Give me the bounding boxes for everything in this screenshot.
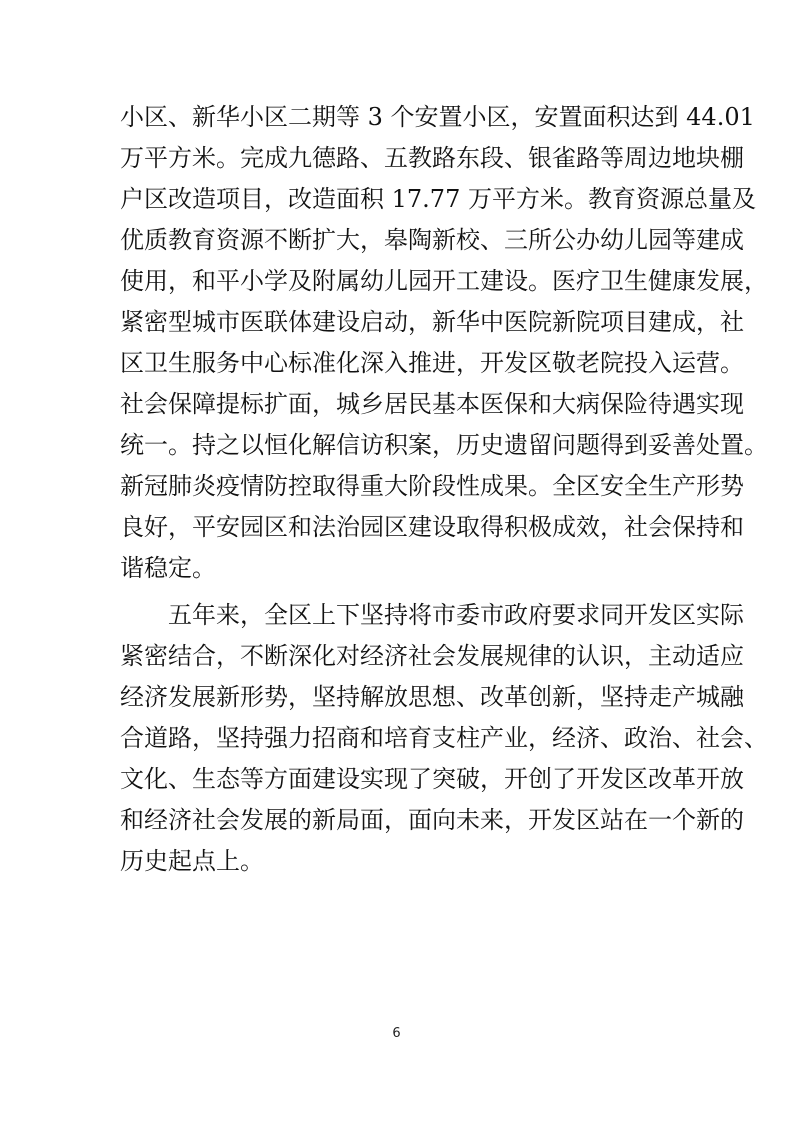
paragraph-line: 谐稳定。 [120, 554, 216, 582]
paragraph-line: 良好，平安园区和法治园区建设取得积极成效，社会保持和 [120, 513, 744, 541]
paragraph-line: 万平方米。完成九德路、五教路东段、银雀路等周边地块棚 [120, 144, 744, 172]
paragraph-line: 区卫生服务中心标准化深入推进，开发区敬老院投入运营。 [120, 349, 744, 377]
paragraph-line: 优质教育资源不断扩大，皋陶新校、三所公办幼儿园等建成 [120, 226, 744, 254]
paragraph-line: 合道路，坚持强力招商和培育支柱产业，经济、政治、社会、 [120, 724, 768, 752]
paragraph-line: 新冠肺炎疫情防控取得重大阶段性成果。全区安全生产形势 [120, 472, 744, 500]
paragraph-line: 户区改造项目，改造面积 17.77 万平方米。教育资源总量及 [120, 185, 756, 213]
paragraph-line: 经济发展新形势，坚持解放思想、改革创新，坚持走产城融 [120, 683, 744, 711]
paragraph-line: 社会保障提标扩面，城乡居民基本医保和大病保险待遇实现 [120, 390, 744, 418]
paragraph-line: 紧密结合，不断深化对经济社会发展规律的认识，主动适应 [120, 642, 744, 670]
page-number: 6 [392, 1026, 401, 1041]
paragraph-first-line: 五年来，全区上下坚持将市委市政府要求同开发区实际 [168, 601, 744, 629]
paragraph-line: 历史起点上。 [120, 847, 264, 875]
paragraph-line: 文化、生态等方面建设实现了突破，开创了开发区改革开放 [120, 765, 744, 793]
paragraph-line: 紧密型城市医联体建设启动，新华中医院新院项目建成，社 [120, 308, 744, 336]
paragraph-line: 小区、新华小区二期等 3 个安置小区，安置面积达到 44.01 [120, 103, 755, 131]
paragraph-line: 使用，和平小学及附属幼儿园开工建设。医疗卫生健康发展， [120, 267, 768, 295]
paragraph-line: 和经济社会发展的新局面，面向未来，开发区站在一个新的 [120, 806, 744, 834]
paragraph-line: 统一。持之以恒化解信访积案，历史遗留问题得到妥善处置。 [120, 431, 768, 459]
